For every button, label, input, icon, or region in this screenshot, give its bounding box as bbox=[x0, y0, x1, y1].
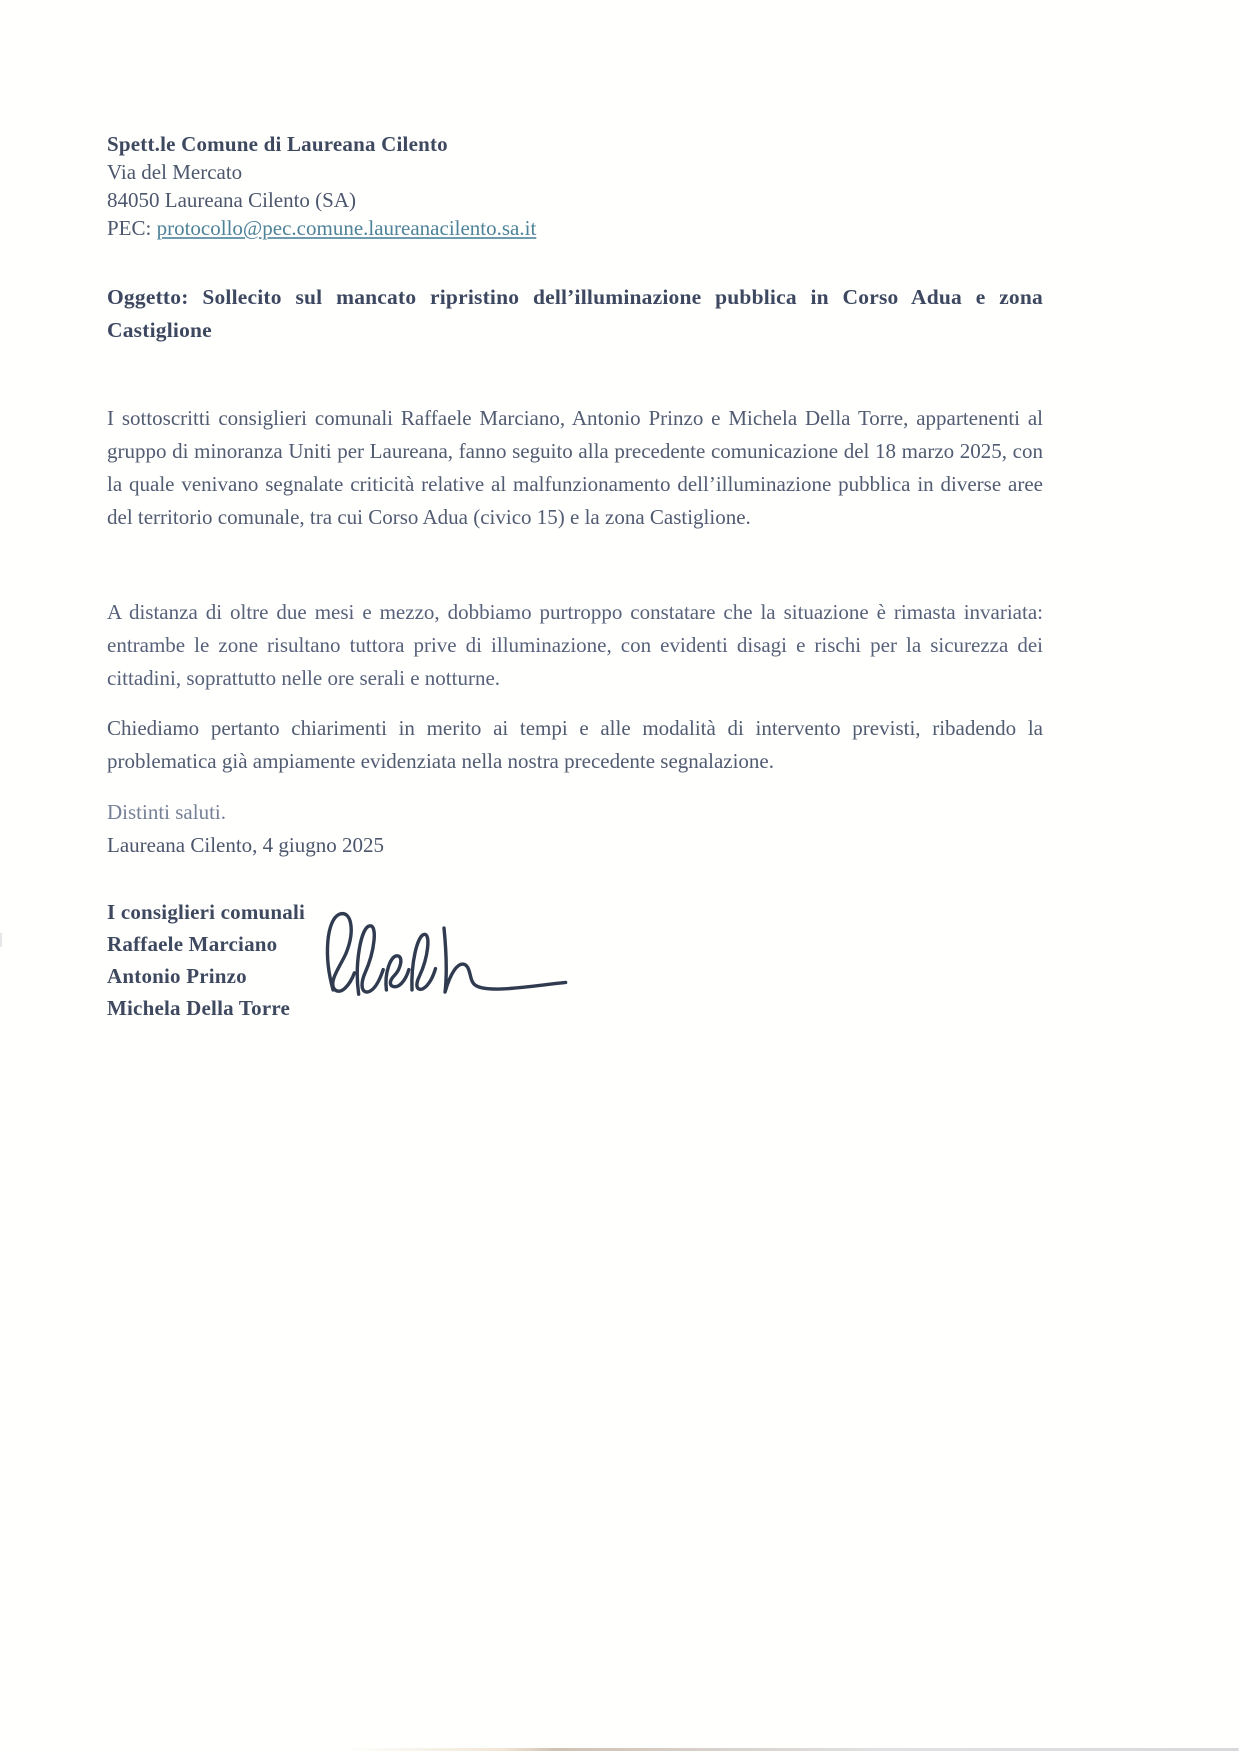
paragraph-status: A distanza di oltre due mesi e mezzo, dobbiamo purtroppo constatare che la situazione è rimasta invariata: entrambe le zone risultano tuttora prive di illuminazione, con evidenti disagi e rischi per la sicurezza dei cittadini, soprattutto nelle ore serali e notturne. bbox=[107, 600, 1043, 690]
closing-block bbox=[107, 796, 1043, 862]
signer-name-antonio-prinzo: Antonio Prinzo bbox=[107, 964, 247, 988]
scan-artifact-bottom-edge bbox=[340, 1748, 1239, 1751]
place-date: Laureana Cilento, 4 giugno 2025 bbox=[107, 833, 385, 857]
signer-name-raffaele-marciano: Raffaele Marciano bbox=[107, 932, 278, 956]
paragraph-intro: I sottoscritti consiglieri comunali Raffaele Marciano, Antonio Prinzo e Michela Della Torre, appartenenti al gruppo di minoranza Uniti per Laureana, fanno seguito alla precedente comunicazione del 18 marzo 2025, con la quale venivano segnalate criticità relative al malfunzionamento dell’illuminazione pubblica in diverse aree del territorio comunale, tra cui Corso Adua (civico 15) e la zona Castiglione. bbox=[107, 406, 1043, 529]
recipient-name: Spett.le Comune di Laureana Cilento bbox=[107, 132, 448, 156]
recipient-pec-line bbox=[107, 214, 1043, 242]
signature-handwritten-icon bbox=[316, 900, 572, 1018]
pec-link[interactable]: protocollo@pec.comune.laureanacilento.sa.it bbox=[156, 216, 537, 240]
signer-name-michela-della-torre: Michela Della Torre bbox=[107, 996, 291, 1020]
signers-title: I consiglieri comunali bbox=[107, 900, 306, 924]
recipient-city: 84050 Laureana Cilento (SA) bbox=[107, 188, 357, 212]
scan-artifact-left-mark bbox=[0, 927, 12, 948]
subject-line: Oggetto: Sollecito sul mancato ripristino dell’illuminazione pubblica in Corso Adua e zona Castiglione bbox=[107, 285, 1043, 342]
paragraph-request: Chiediamo pertanto chiarimenti in merito ai tempi e alle modalità di intervento previsti, ribadendo la problematica già ampiamente evidenziata nella nostra precedente segnalazione. bbox=[107, 716, 1043, 773]
pec-label: PEC: bbox=[107, 216, 157, 240]
recipient-street: Via del Mercato bbox=[107, 160, 243, 184]
salutation: Distinti saluti. bbox=[107, 800, 227, 824]
recipient-block bbox=[107, 130, 1043, 242]
signers-block bbox=[107, 896, 1043, 1024]
